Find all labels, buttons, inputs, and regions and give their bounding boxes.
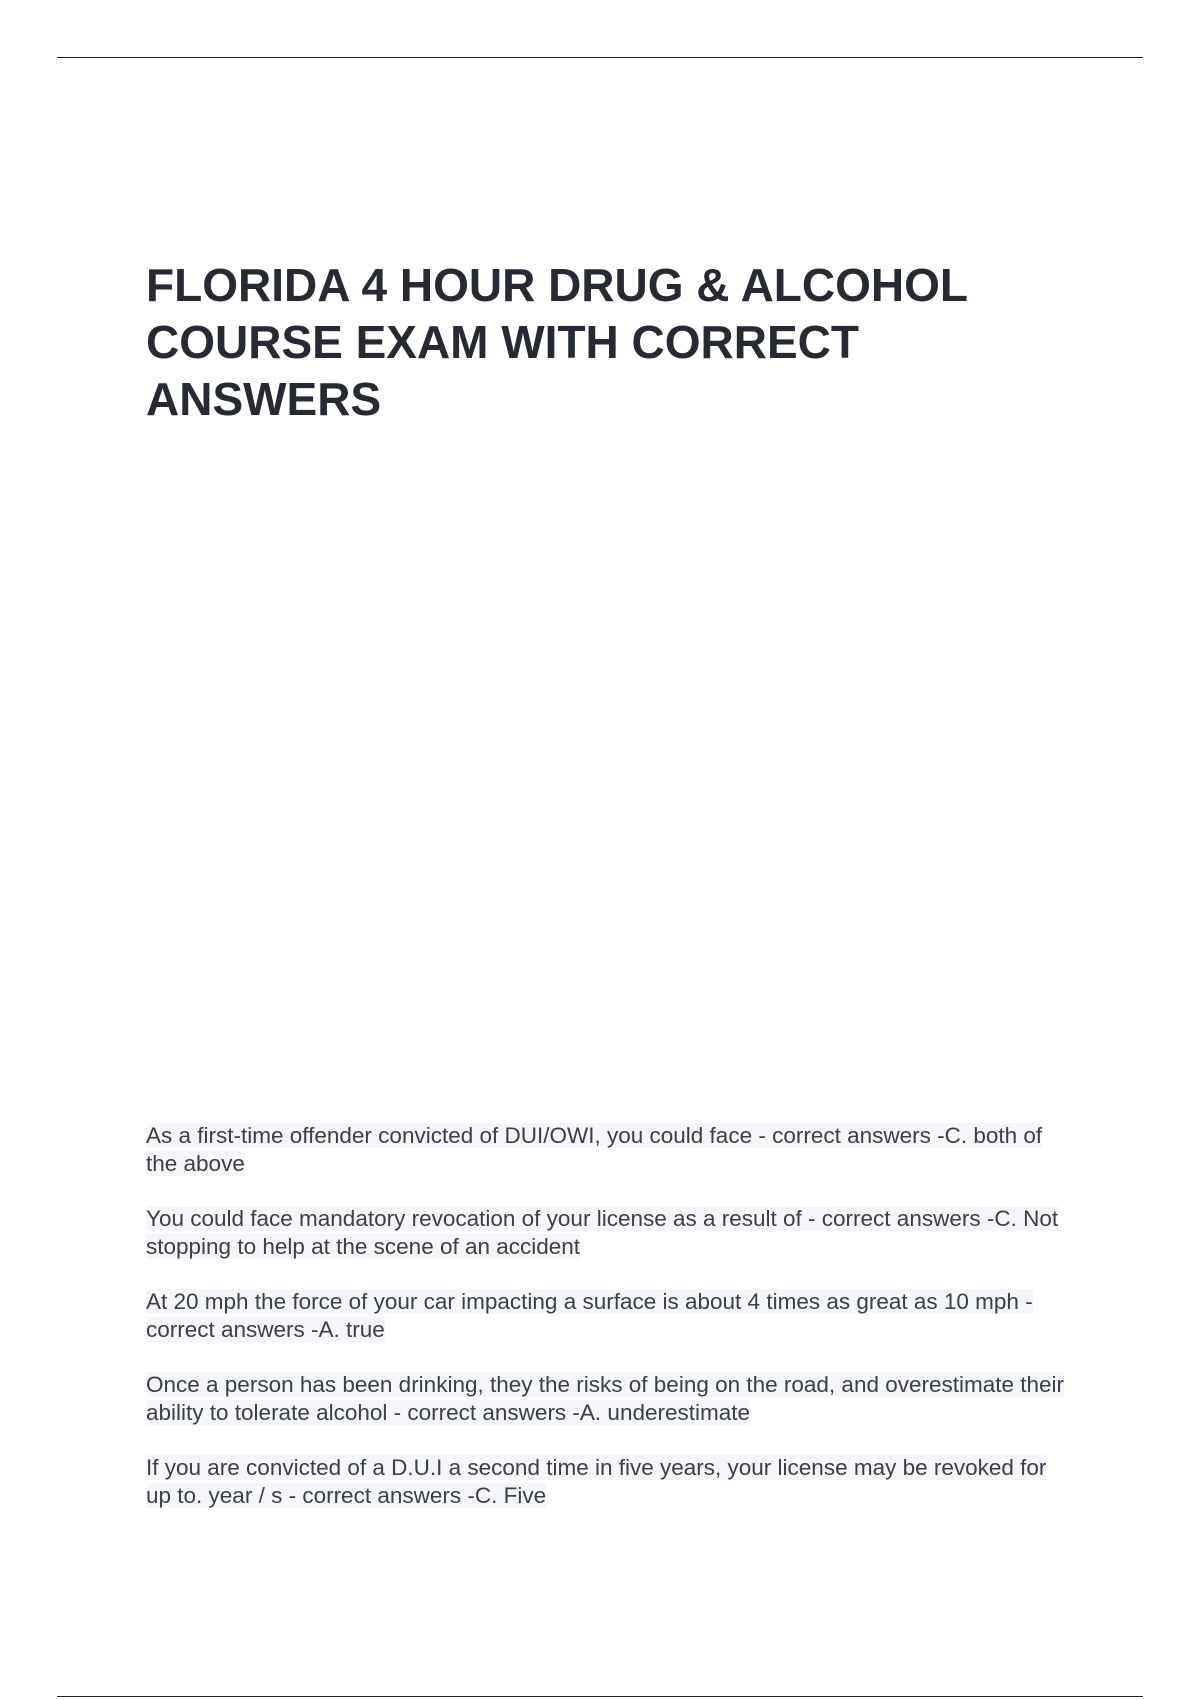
question-answer-list xyxy=(146,1122,1066,1537)
qa-item xyxy=(146,1205,1066,1260)
document-title: FLORIDA 4 HOUR DRUG & ALCOHOL COURSE EXAM WITH CORRECT ANSWERS xyxy=(146,259,968,425)
qa-item xyxy=(146,1288,1066,1343)
qa-item-text: At 20 mph the force of your car impacting a surface is about 4 times as great as 10 mph - correct answers -A. true xyxy=(146,1289,1033,1342)
top-rule xyxy=(57,57,1143,58)
qa-item xyxy=(146,1122,1066,1177)
qa-item-text: You could face mandatory revocation of your license as a result of - correct answers -C. Not stopping to help at the scene of an accident xyxy=(146,1206,1059,1259)
bottom-rule xyxy=(57,1696,1143,1697)
qa-item-text: Once a person has been drinking, they the risks of being on the road, and overestimate their ability to tolerate alcohol - correct answers -A. underestimate xyxy=(146,1372,1065,1425)
qa-item xyxy=(146,1371,1066,1426)
qa-item-text: If you are convicted of a D.U.I a second time in five years, your license may be revoked for up to. year / s - correct answers -C. Five xyxy=(146,1455,1047,1508)
qa-item-text: As a first-time offender convicted of DUI/OWI, you could face - correct answers -C. both of the above xyxy=(146,1123,1043,1176)
qa-item xyxy=(146,1454,1066,1509)
